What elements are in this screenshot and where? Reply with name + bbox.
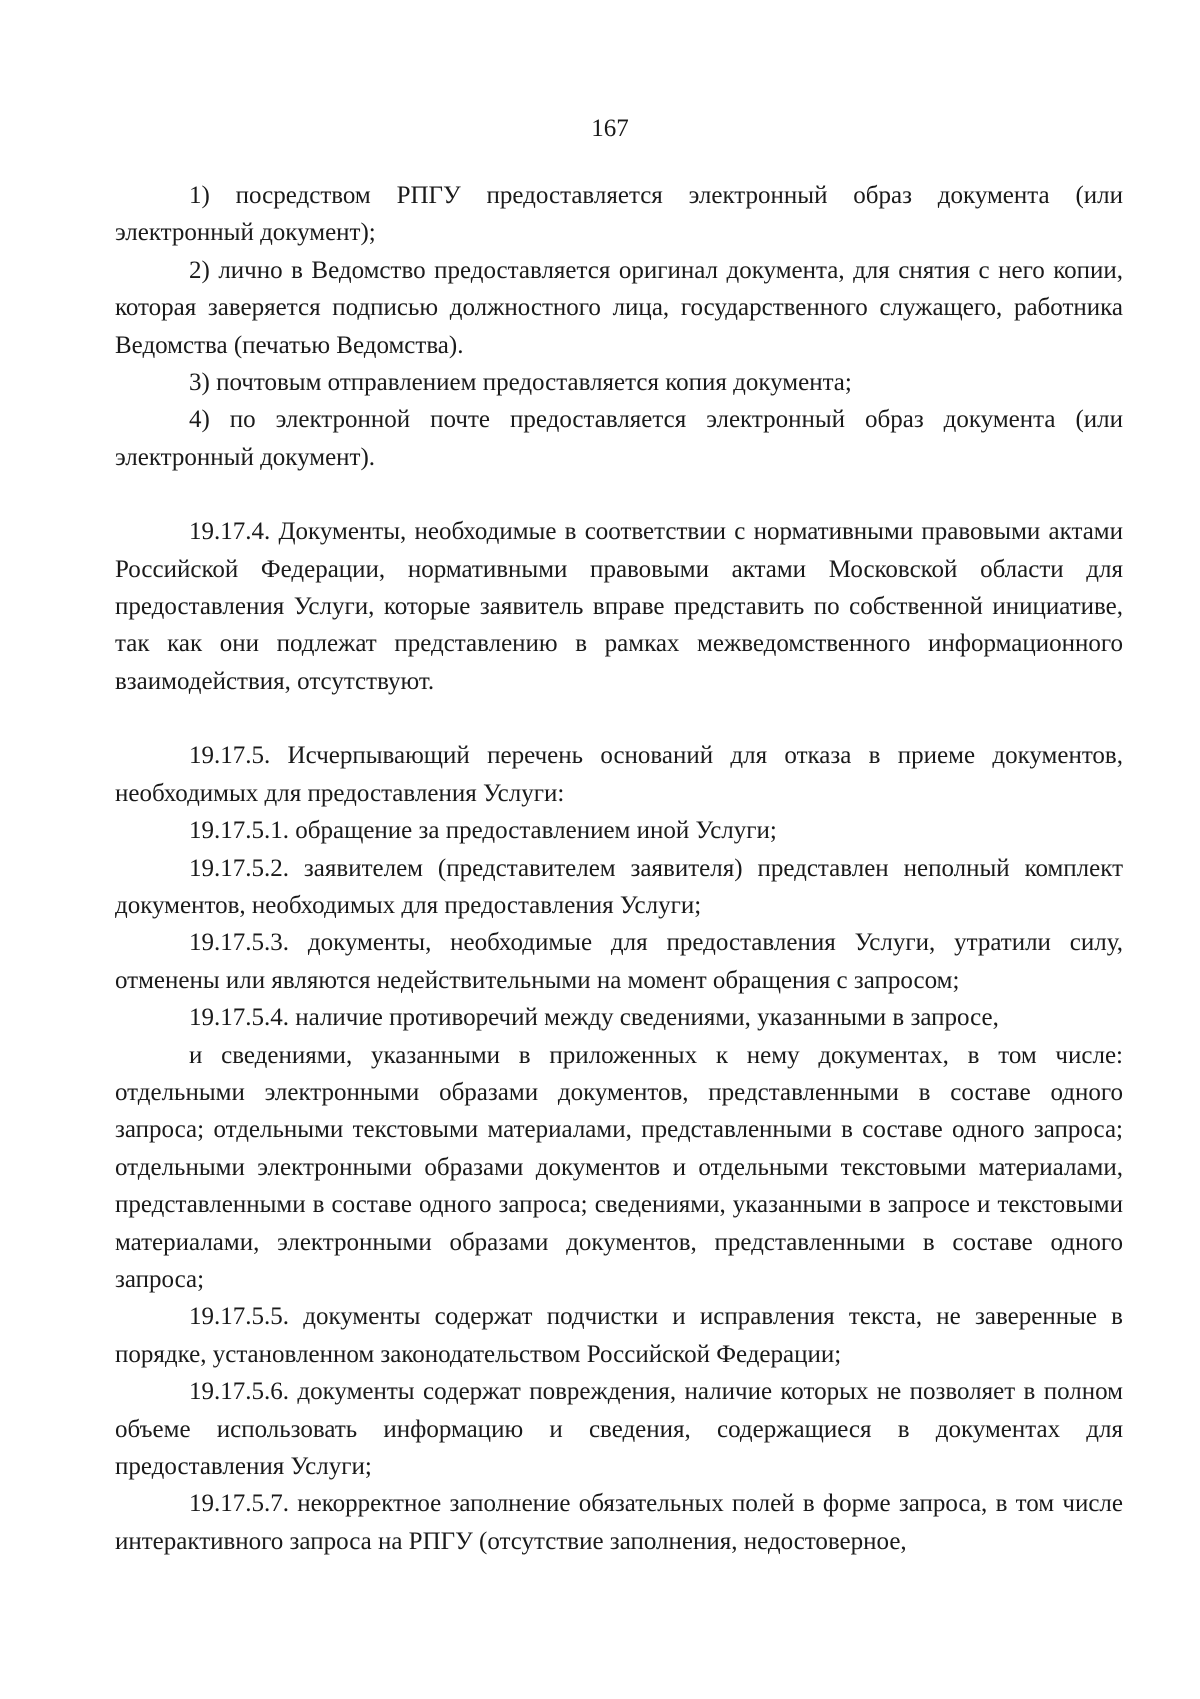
paragraph-item-4-email: 4) по электронной почте предоставляется электронный образ документа (или электронный документ). bbox=[115, 406, 1123, 471]
paragraph-item-1-rpgu: 1) посредством РПГУ предоставляется электронный образ документа (или электронный документ); bbox=[115, 182, 1123, 247]
paragraph-19-17-5: 19.17.5. Исчерпывающий перечень оснований для отказа в приеме документов, необходимых для предоставления Услуги: bbox=[115, 742, 1123, 807]
paragraph-19-17-5-1: 19.17.5.1. обращение за предоставлением иной Услуги; bbox=[189, 817, 777, 845]
paragraph-19-17-5-2: 19.17.5.2. заявителем (представителем заявителя) представлен неполный комплект документов, необходимых для предоставления Услуги; bbox=[115, 854, 1123, 919]
paragraph-19-17-5-4: 19.17.5.4. наличие противоречий между сведениями, указанными в запросе, bbox=[189, 1004, 999, 1032]
paragraph-item-2-in-person: 2) лично в Ведомство предоставляется оригинал документа, для снятия с него копии, которая заверяется подписью должностного лица, государственного служащего, работника Ведомства (печатью Ведомства). bbox=[115, 256, 1123, 359]
paragraph-19-17-5-7: 19.17.5.7. некорректное заполнение обязательных полей в форме запроса, в том числе интерактивного запроса на РПГУ (отсутствие заполнения, недостоверное, bbox=[115, 1490, 1123, 1555]
paragraph-19-17-5-6: 19.17.5.6. документы содержат повреждения, наличие которых не позволяет в полном объеме использовать информацию и сведения, содержащиеся в документах для предоставления Услуги; bbox=[115, 1378, 1123, 1480]
paragraph-19-17-4: 19.17.4. Документы, необходимые в соответствии с нормативными правовыми актами Российской Федерации, нормативными правовыми актами Московской области для предоставления Услуги, которые заявитель вправе представить по собственной инициативе, так как они подлежат представлению в рамках межведомственного информационного взаимодействия, отсутствуют. bbox=[115, 518, 1123, 695]
paragraph-item-3-postal: 3) почтовым отправлением предоставляется копия документа; bbox=[189, 369, 852, 397]
paragraph-19-17-5-5: 19.17.5.5. документы содержат подчистки и исправления текста, не заверенные в порядке, установленном законодательством Российской Федерации; bbox=[115, 1303, 1123, 1368]
document-body bbox=[115, 177, 1123, 1560]
paragraph-19-17-5-3: 19.17.5.3. документы, необходимые для предоставления Услуги, утратили силу, отменены или являются недействительными на момент обращения с запросом; bbox=[115, 929, 1123, 994]
page-number: 167 bbox=[591, 115, 629, 142]
paragraph-19-17-5-4-continued: и сведениями, указанными в приложенных к нему документах, в том числе: отдельными электронными образами документов, представленными в составе одного запроса; отдельными текстовыми материалами, представленными в составе одного запроса; отдельными электронными образами документов и отдельными текстовыми материалами, представленными в составе одного запроса; сведениями, указанными в запросе и текстовыми материалами, электронными образами документов, представленными в составе одного запроса; bbox=[115, 1041, 1123, 1293]
